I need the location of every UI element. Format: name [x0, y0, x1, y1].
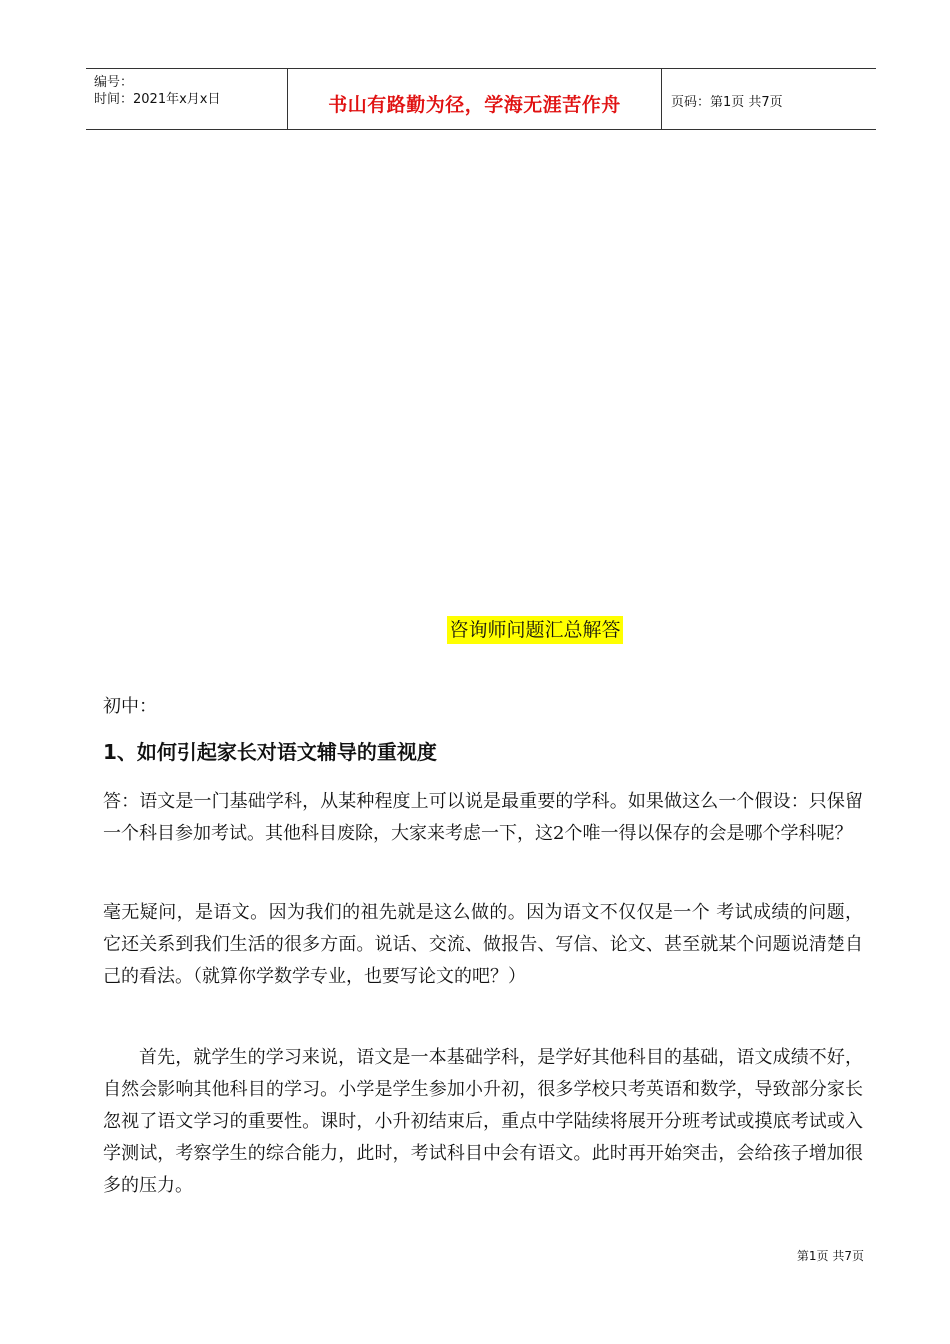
header-page-cell: [661, 69, 876, 129]
header-motto: 书山有路勤为径，学海无涯苦作舟: [328, 94, 621, 116]
body-paragraph: 毫无疑问，是语文。因为我们的祖先就是这么做的。因为语文不仅仅是一个 考试成绩的问题，它还关系到我们生活的很多方面。说话、交流、做报告、写信、论文、甚至就某个问题说清楚自己的看法。（就算你学数学专业，也要写论文的吧？）: [103, 902, 863, 987]
title-wrapper: [0, 616, 950, 644]
header-page-number: 页码：第1页 共7页: [671, 95, 783, 110]
section-heading: 初中：: [103, 696, 157, 717]
header-info-cell: [86, 69, 286, 129]
doc-time-label: 时间：2021年x月x日: [94, 92, 221, 107]
doc-number-label: 编号：: [94, 75, 134, 90]
header-motto-cell: [287, 69, 662, 129]
document-title: 咨询师问题汇总解答: [447, 616, 622, 644]
question-heading: 1、如何引起家长对语文辅导的重视度: [103, 740, 437, 764]
page-header: [86, 68, 876, 130]
footer-page-number: 第1页 共7页: [796, 1249, 864, 1263]
answer-paragraph: 答：语文是一门基础学科，从某种程度上可以说是最重要的学科。如果做这么一个假设：只保留一个科目参加考试。其他科目废除，大家来考虑一下，这2个唯一得以保存的会是哪个学科呢？: [103, 791, 863, 844]
body-paragraph: 首先，就学生的学习来说，语文是一本基础学科，是学好其他科目的基础，语文成绩不好，自然会影响其他科目的学习。小学是学生参加小升初，很多学校只考英语和数学，导致部分家长忽视了语文学习的重要性。课时，小升初结束后，重点中学陆续将展开分班考试或摸底考试或入学测试，考察学生的综合能力，此时，考试科目中会有语文。此时再开始突击，会给孩子增加很多的压力。: [103, 1047, 863, 1196]
